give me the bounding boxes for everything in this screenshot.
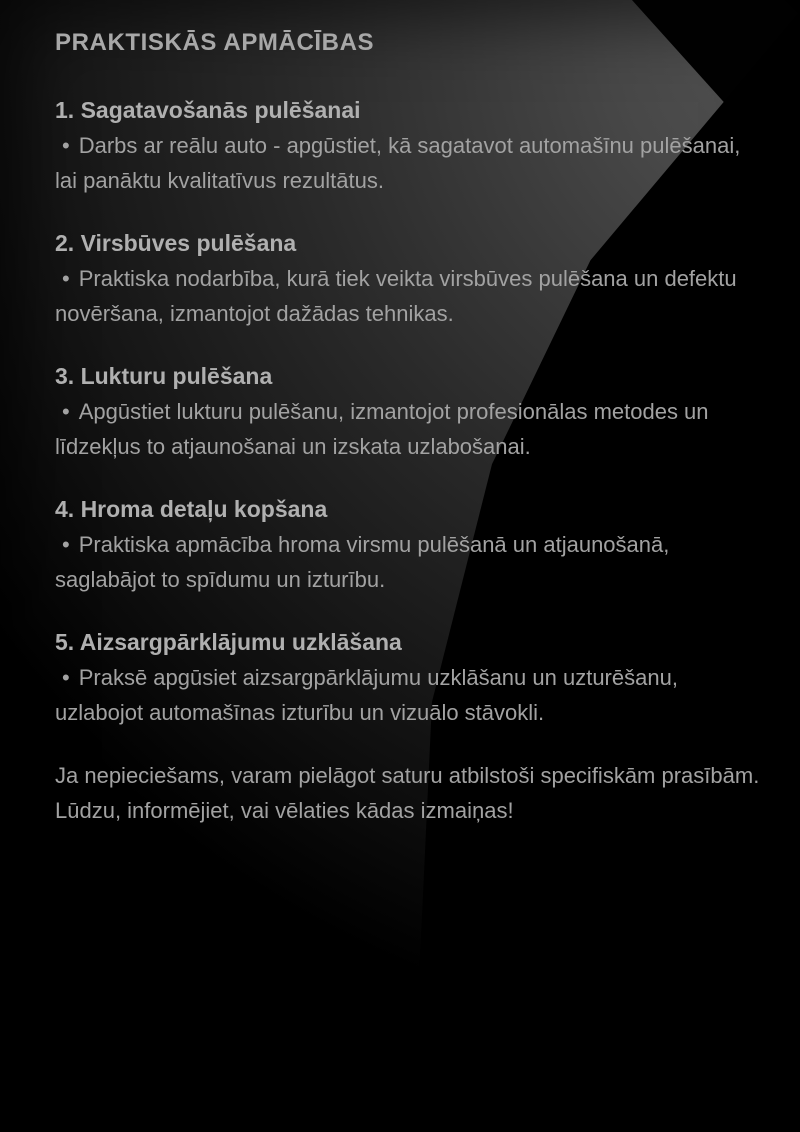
section-bullet-text: Darbs ar reālu auto - apgūstiet, kā sagatavot automašīnu pulēšanai, lai panāktu kvalitatīvus rezultātus.	[55, 133, 741, 193]
section-heading: 3. Lukturu pulēšana	[55, 363, 273, 389]
section-bullet	[55, 660, 765, 730]
section-bullet-text: Praktiska nodarbība, kurā tiek veikta virsbūves pulēšana un defektu novēršana, izmantojot dažādas tehnikas.	[55, 266, 737, 326]
bullet-marker: •	[62, 266, 70, 291]
section-heading: 1. Sagatavošanās pulēšanai	[55, 97, 361, 123]
section-bullet	[55, 527, 765, 597]
bullet-marker: •	[62, 532, 70, 557]
bullet-marker: •	[62, 133, 70, 158]
page-title: PRAKTISKĀS APMĀCĪBAS	[55, 29, 375, 56]
section-heading: 5. Aizsargpārklājumu uzklāšana	[55, 629, 402, 655]
section-chrome-care	[55, 492, 765, 597]
section-body-polishing	[55, 226, 765, 331]
section-bullet-text: Praktiska apmācība hroma virsmu pulēšanā un atjaunošanā, saglabājot to spīdumu un izturību.	[55, 532, 670, 592]
section-bullet	[55, 128, 765, 198]
section-bullet-text: Praksē apgūsiet aizsargpārklājumu uzklāšanu un uzturēšanu, uzlabojot automašīnas izturību un vizuālo stāvokli.	[55, 665, 678, 725]
section-preparation	[55, 93, 765, 198]
section-bullet	[55, 261, 765, 331]
section-heading: 2. Virsbūves pulēšana	[55, 230, 297, 256]
section-headlight-polishing	[55, 359, 765, 464]
bullet-marker: •	[62, 665, 70, 690]
bullet-marker: •	[62, 399, 70, 424]
section-heading: 4. Hroma detaļu kopšana	[55, 496, 328, 522]
slide-content	[55, 25, 765, 828]
section-bullet-text: Apgūstiet lukturu pulēšanu, izmantojot profesionālas metodes un līdzekļus to atjaunošanai un izskata uzlabošanai.	[55, 399, 709, 459]
closing-note: Ja nepieciešams, varam pielāgot saturu atbilstoši specifiskām prasībām. Lūdzu, informējiet, vai vēlaties kādas izmaiņas!	[55, 763, 760, 823]
section-protective-coatings	[55, 625, 765, 730]
section-bullet	[55, 394, 765, 464]
